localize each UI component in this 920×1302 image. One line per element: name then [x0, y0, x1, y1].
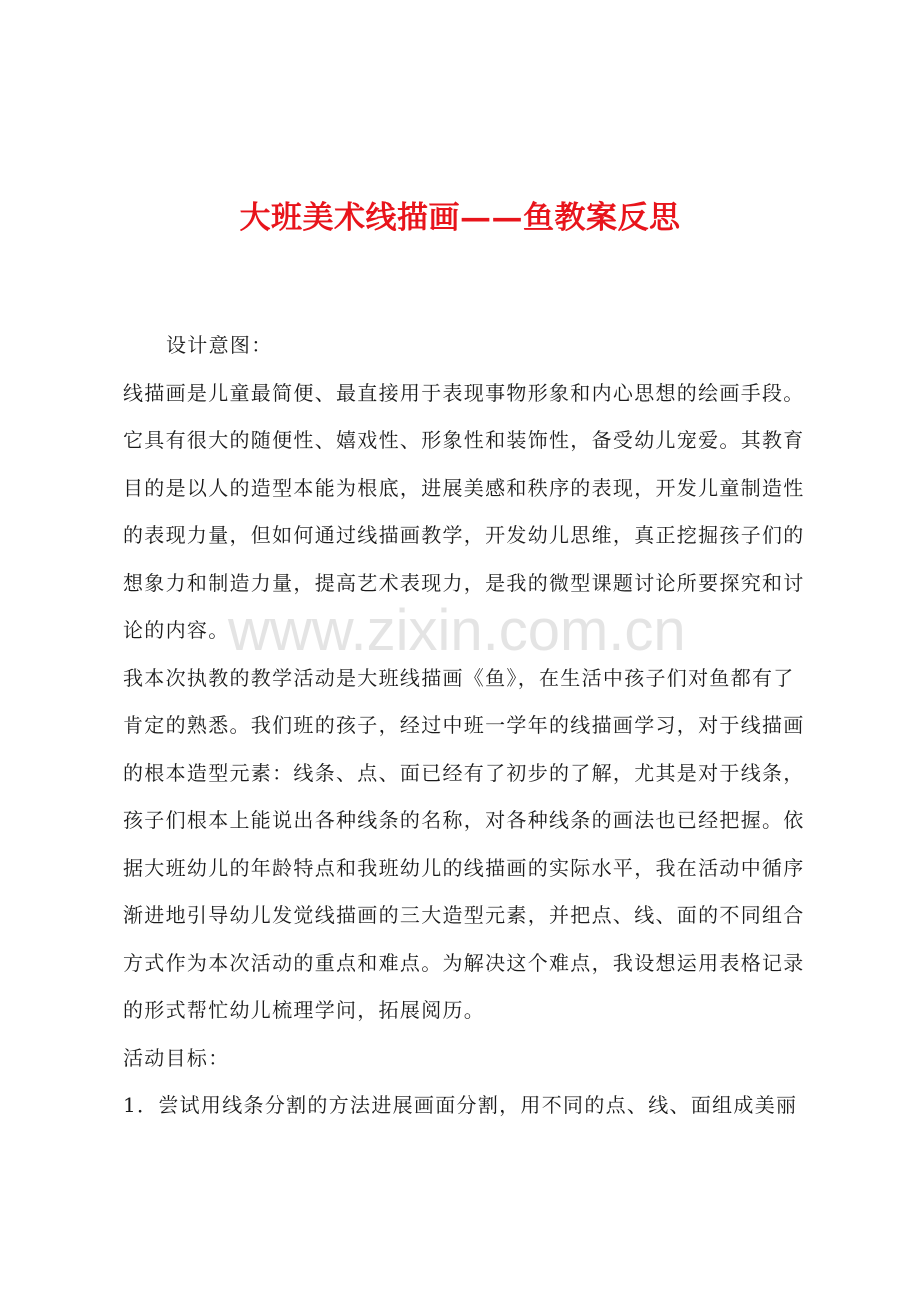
paragraph-line: 渐进地引导幼儿发觉线描画的三大造型元素，并把点、线、面的不同组合	[123, 903, 805, 927]
paragraph-line: 想象力和制造力量，提高艺术表现力，是我的微型课题讨论所要探究和讨	[123, 571, 805, 595]
paragraph-line: 论的内容。	[123, 618, 230, 642]
paragraph-line: 据大班幼儿的年龄特点和我班幼儿的线描画的实际水平，我在活动中循序	[123, 856, 805, 880]
list-item: 1．尝试用线条分割的方法进展画面分割，用不同的点、线、面组成美丽	[123, 1093, 798, 1117]
section-heading-design-intent: 设计意图：	[166, 333, 273, 357]
paragraph-line: 我本次执教的教学活动是大班线描画《鱼》，在生活中孩子们对鱼都有了	[123, 666, 795, 690]
paragraph-line: 的形式帮忙幼儿梳理学问，拓展阅历。	[123, 998, 486, 1022]
paragraph-line: 线描画是儿童最简便、最直接用于表现事物形象和内心思想的绘画手段。	[123, 381, 805, 405]
paragraph-line: 目的是以人的造型本能为根底，进展美感和秩序的表现，开发儿童制造性	[123, 476, 805, 500]
watermark-text: www.zixin.com.cn	[228, 598, 686, 663]
section-heading-activity-goals: 活动目标：	[123, 1046, 230, 1070]
paragraph-line: 方式作为本次活动的重点和难点。为解决这个难点，我设想运用表格记录	[123, 951, 805, 975]
paragraph-line: 的表现力量，但如何通过线描画教学，开发幼儿思维，真正挖掘孩子们的	[123, 523, 805, 547]
paragraph-line: 它具有很大的随便性、嬉戏性、形象性和装饰性，备受幼儿宠爱。其教育	[123, 428, 805, 452]
paragraph-line: 孩子们根本上能说出各种线条的名称，对各种线条的画法也已经把握。依	[123, 808, 805, 832]
paragraph-line: 肯定的熟悉。我们班的孩子，经过中班一学年的线描画学习，对于线描画	[123, 713, 805, 737]
paragraph-line: 的根本造型元素：线条、点、面已经有了初步的了解，尤其是对于线条，	[123, 761, 805, 785]
document-title: 大班美术线描画——鱼教案反思	[239, 200, 681, 236]
